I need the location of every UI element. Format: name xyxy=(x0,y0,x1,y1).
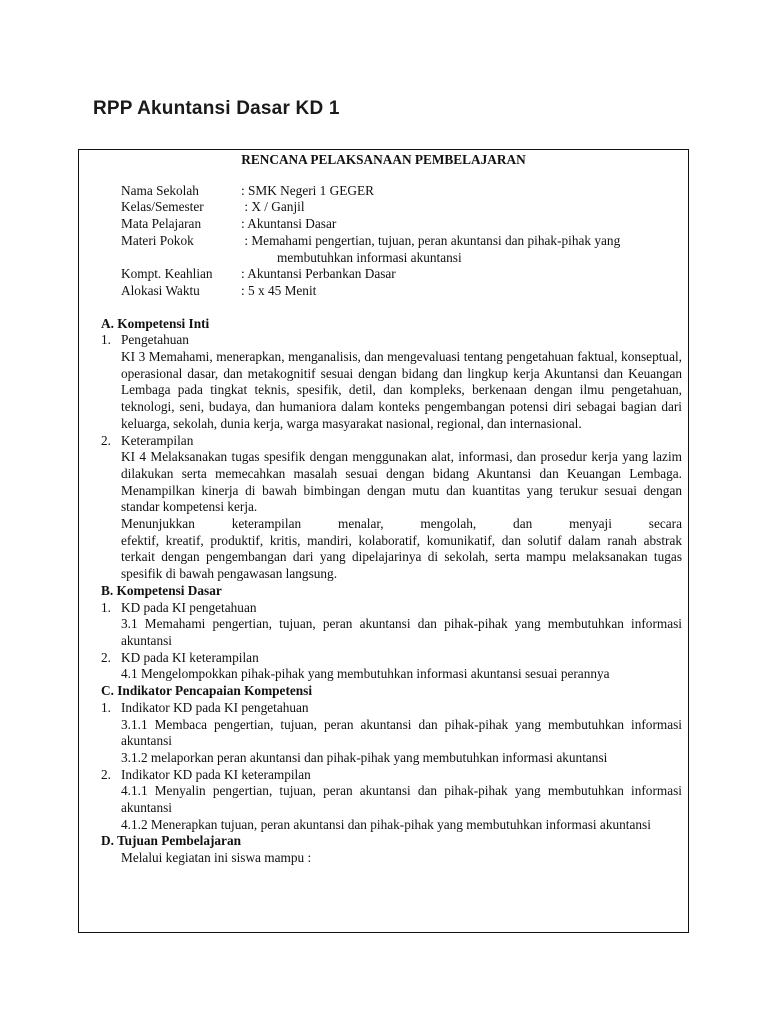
list-item xyxy=(101,650,688,667)
item-number: 1. xyxy=(101,599,111,615)
list-item xyxy=(101,700,688,717)
info-row-school xyxy=(121,183,680,200)
indicator-4-1-1: 4.1.1 Menyalin pengertian, tujuan, peran akuntansi dan pihak-pihak yang membutuhkan informasi akuntansi xyxy=(121,783,682,816)
section-d-intro: Melalui kegiatan ini siswa mampu : xyxy=(121,850,312,866)
item-label: Indikator KD pada KI pengetahuan xyxy=(121,699,309,715)
identity-info xyxy=(121,183,680,300)
section-a-title: A. Kompetensi Inti xyxy=(101,315,210,331)
info-value: : Akuntansi Dasar xyxy=(241,216,337,232)
info-label: Kompt. Keahlian xyxy=(121,266,213,282)
item-number: 2. xyxy=(101,766,111,782)
info-label: Alokasi Waktu xyxy=(121,282,200,298)
info-row-subject xyxy=(121,216,680,233)
info-row-topic-cont xyxy=(121,250,680,267)
item-label: KD pada KI pengetahuan xyxy=(121,599,257,615)
info-row-topic xyxy=(121,233,680,250)
list-item xyxy=(101,433,688,450)
list-item xyxy=(101,332,688,349)
kd-4-1: 4.1 Mengelompokkan pihak-pihak yang membutuhkan informasi akuntansi sesuai perannya xyxy=(121,666,610,682)
page-title: RPP Akuntansi Dasar KD 1 xyxy=(93,98,340,119)
document-heading: RENCANA PELAKSANAAN PEMBELAJARAN xyxy=(241,152,526,167)
info-value: : Memahami pengertian, tujuan, peran akuntansi dan pihak-pihak yang xyxy=(241,232,621,248)
ki4-second-rest: efektif, kreatif, produktif, kritis, mandiri, kolaboratif, komunikatif, dan solutif dalam ranah abstrak terkait dengan pengembangan dari yang dipelajarinya di sekolah, serta mampu melaksanakan tugas spesifik di bawah pengawasan langsung. xyxy=(121,532,682,582)
list-item xyxy=(101,767,688,784)
item-label: Keterampilan xyxy=(121,432,194,448)
info-value: : 5 x 45 Menit xyxy=(241,282,317,298)
ki3-text: KI 3 Memahami, menerapkan, menganalisis, dan mengevaluasi tentang pengetahuan faktual, konseptual, operasional dasar, dan metakognitif sesuai dengan bidang dan lingkup kerja Akuntansi dan Keuangan Lembaga pada tingkat teknis, spesifik, detil, dan kompleks, berkenaan dengan ilmu pengetahuan, teknologi, seni, budaya, dan humaniora dalam konteks pengembangan potensi diri sebagai bagian dari keluarga, sekolah, dunia kerja, warga masyarakat nasional, regional, dan internasional. xyxy=(121,349,682,431)
item-number: 1. xyxy=(101,332,111,348)
indicator-3-1-2: 3.1.2 melaporkan peran akuntansi dan pihak-pihak yang membutuhkan informasi akuntansi xyxy=(121,749,608,765)
info-value-continued: membutuhkan informasi akuntansi xyxy=(277,249,462,265)
info-label: Kelas/Semester xyxy=(121,199,204,215)
info-value: : SMK Negeri 1 GEGER xyxy=(241,182,374,198)
item-label: KD pada KI keterampilan xyxy=(121,649,259,665)
info-value: : Akuntansi Perbankan Dasar xyxy=(241,266,396,282)
item-number: 1. xyxy=(101,699,111,715)
item-number: 2. xyxy=(101,649,111,665)
info-row-class xyxy=(121,199,680,216)
ki4-second-line: Menunjukkan keterampilan menalar, mengolah, dan menyaji secara xyxy=(121,516,682,532)
section-d-title: D. Tujuan Pembelajaran xyxy=(101,833,242,849)
item-label: Indikator KD pada KI keterampilan xyxy=(121,766,311,782)
info-row-time xyxy=(121,283,680,300)
list-item xyxy=(101,600,688,617)
section-b-title: B. Kompetensi Dasar xyxy=(101,582,222,598)
ki4-text: KI 4 Melaksanakan tugas spesifik dengan menggunakan alat, informasi, dan prosedur kerja yang lazim dilakukan serta memecahkan masalah sesuai dengan bidang Akuntansi dan Keuangan Lembaga. Menampilkan kinerja di bawah bimbingan dengan mutu dan kuantitas yang terukur sesuai dengan standar kompetensi kerja. xyxy=(121,449,682,515)
info-label: Nama Sekolah xyxy=(121,182,199,198)
info-value: : X / Ganjil xyxy=(241,199,305,215)
info-label: Materi Pokok xyxy=(121,232,194,248)
section-c-title: C. Indikator Pencapaian Kompetensi xyxy=(101,683,313,699)
kd-3-1: 3.1 Memahami pengertian, tujuan, peran akuntansi dan pihak-pihak yang membutuhkan informasi akuntansi xyxy=(121,616,682,648)
document-box xyxy=(78,149,689,933)
item-label: Pengetahuan xyxy=(121,332,189,348)
item-number: 2. xyxy=(101,432,111,448)
indicator-4-1-2: 4.1.2 Menerapkan tujuan, peran akuntansi dan pihak-pihak yang membutuhkan informasi akuntansi xyxy=(121,816,651,832)
indicator-3-1-1: 3.1.1 Membaca pengertian, tujuan, peran akuntansi dan pihak-pihak yang membutuhkan informasi akuntansi xyxy=(121,716,682,749)
info-row-expertise xyxy=(121,266,680,283)
info-label: Mata Pelajaran xyxy=(121,216,202,232)
